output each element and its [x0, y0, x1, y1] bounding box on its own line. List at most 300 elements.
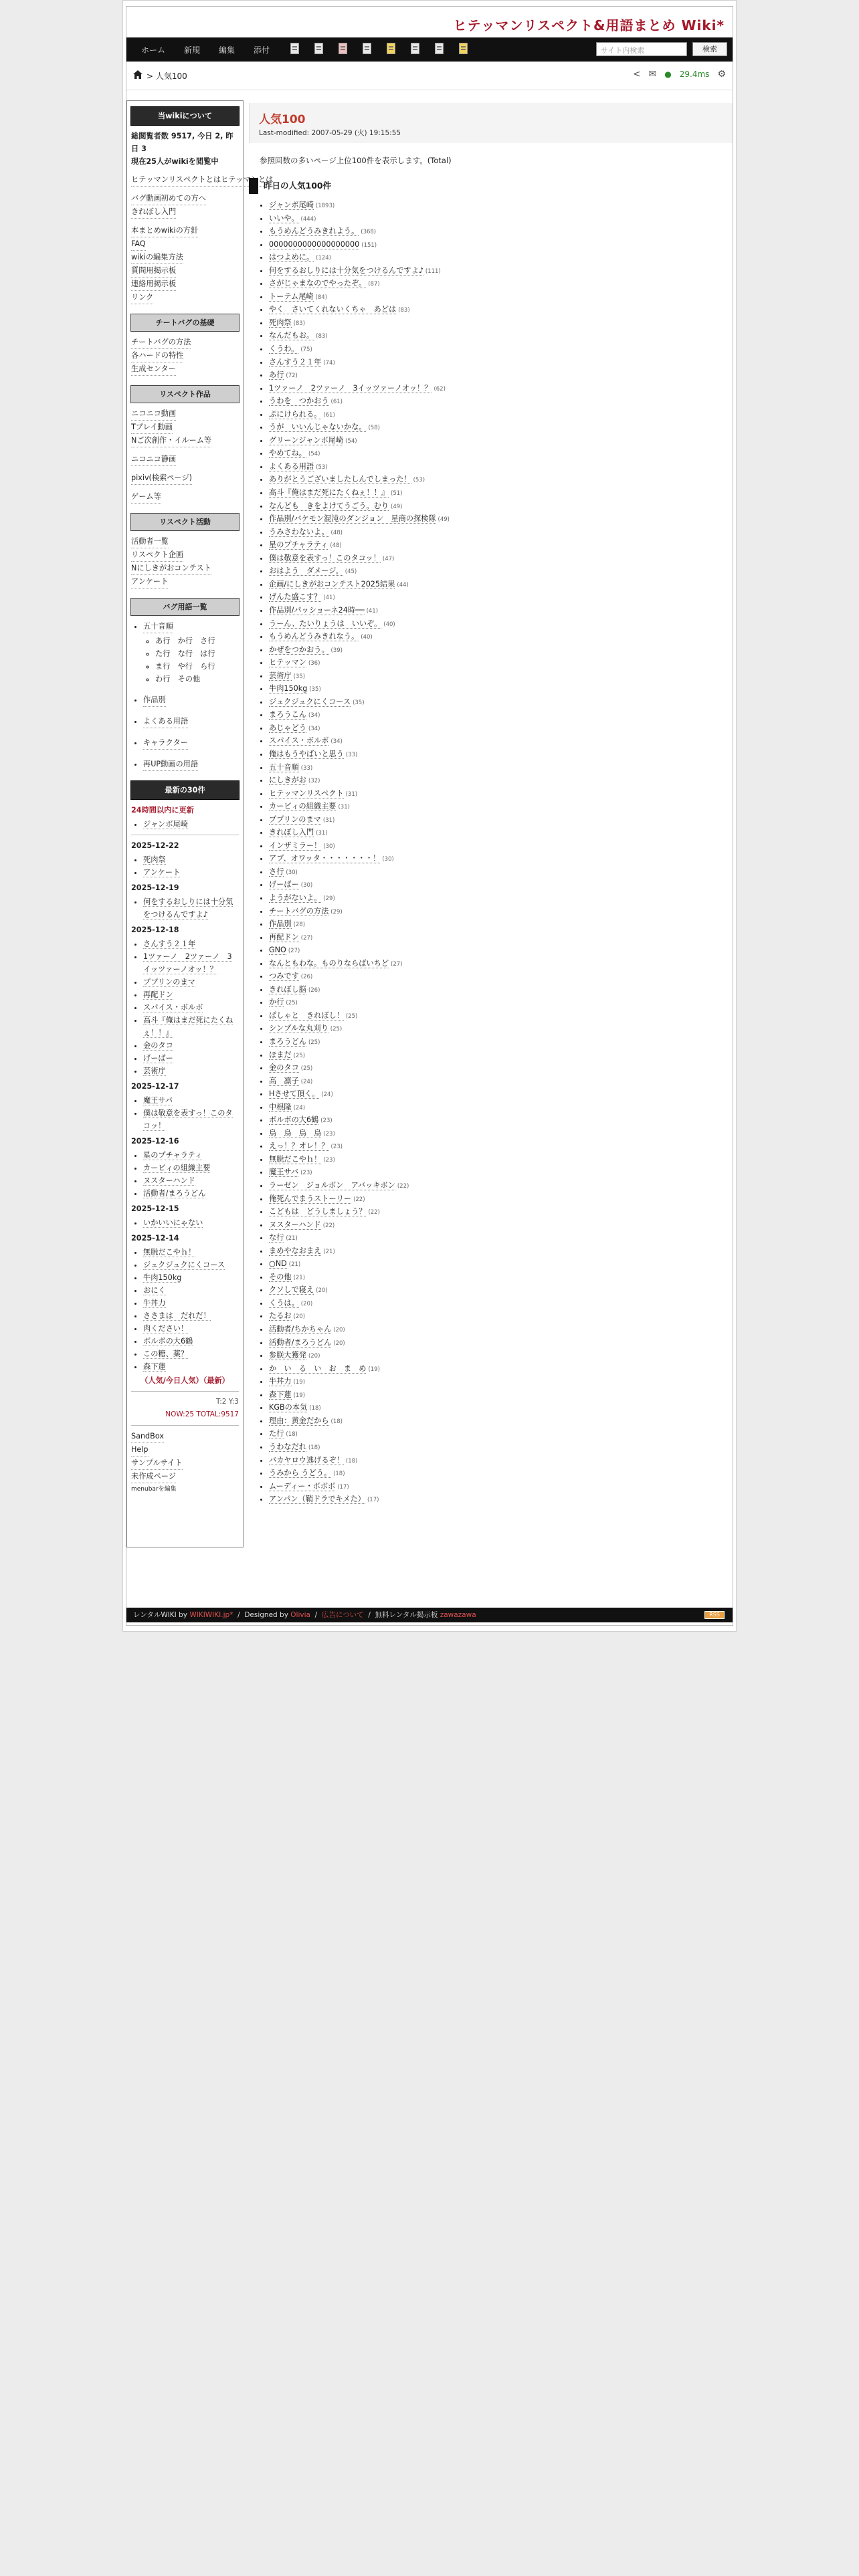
nav-new[interactable]: 新規	[184, 45, 201, 55]
divider	[131, 1425, 239, 1426]
ranking-link[interactable]: 魔王サバ	[269, 1168, 299, 1177]
ranking-item	[269, 879, 733, 892]
ranking-item	[269, 304, 733, 317]
ranking-link[interactable]: 無脱だこやｈ！	[269, 1154, 322, 1164]
ranking-link[interactable]: KGBの本気	[269, 1403, 308, 1412]
ranking-item	[269, 670, 733, 683]
footer-link-designer[interactable]: Olivia	[290, 1611, 310, 1619]
ranking-link[interactable]: おはよう ダメージ。	[269, 566, 343, 576]
page-frame	[122, 0, 737, 1632]
sidebar-link-activists[interactable]: 活動者一覧	[131, 535, 169, 548]
sidebar-link-projects[interactable]: リスペクト企画	[131, 548, 183, 562]
ranking-link[interactable]: もうめんどうみきれなう。	[269, 632, 359, 641]
ranking-link[interactable]: ヒテッマン	[269, 658, 306, 667]
ranking-link[interactable]: その他	[269, 1272, 292, 1281]
ranking-count: (83)	[398, 307, 410, 314]
recent-link[interactable]: いかいいにゃない	[143, 1218, 203, 1227]
sidebar-link-hardware[interactable]: 各ハードの特性	[131, 349, 183, 362]
recent-link[interactable]: この糖、薬？	[143, 1350, 189, 1358]
recent-item	[143, 1348, 239, 1360]
recent-item	[143, 1309, 239, 1322]
mail-icon[interactable]: ✉	[648, 69, 657, 80]
ranking-link[interactable]: ○ND	[269, 1259, 287, 1269]
ranking-count: (23)	[300, 1170, 312, 1177]
ranking-link[interactable]: アンパン（鞘ドラでキメた）	[269, 1495, 365, 1504]
sidebar-link-pixiv[interactable]: pixiv(検索ページ)	[131, 471, 192, 485]
ranking-link[interactable]: 企画/にしきがおコンテスト2025結果	[269, 579, 395, 588]
ranking-link[interactable]: にしきがお	[269, 776, 306, 785]
recent-date: 2025-12-22	[131, 841, 179, 850]
ranking-item	[269, 1493, 733, 1507]
sidebar-link-generator[interactable]: 生成センター	[131, 362, 176, 376]
ranking-link[interactable]: やめてね。	[269, 449, 306, 458]
ranking-link[interactable]: 森下蓮	[269, 1390, 292, 1399]
ranking-count: (41)	[366, 607, 379, 615]
ranking-item	[269, 1363, 733, 1376]
ranking-item	[269, 1402, 733, 1415]
ranking-link[interactable]: さんすう２１年	[269, 357, 322, 366]
recent-link[interactable]: さんすう２１年	[143, 940, 196, 948]
ranking-count: (27)	[391, 960, 403, 968]
recent-link[interactable]: 再配ドン	[143, 990, 173, 999]
ranking-link[interactable]: うみさわないよ。	[269, 527, 329, 536]
ranking-item	[269, 762, 733, 775]
ranking-link[interactable]: 作品別/パッショーネ24時──	[269, 605, 365, 615]
sidebar-link-uncreated[interactable]: 未作成ページ	[131, 1470, 176, 1483]
glossary-list	[131, 620, 239, 771]
ranking-link[interactable]: ぷにけられる。	[269, 409, 322, 419]
ranking-item	[269, 1140, 733, 1154]
ranking-count: (18)	[345, 1457, 358, 1465]
ranking-item	[269, 1166, 733, 1180]
ranking-item	[269, 565, 733, 578]
ranking-item	[269, 605, 733, 618]
ranking-count: (20)	[293, 1313, 306, 1321]
recent-date: 2025-12-16	[131, 1137, 179, 1146]
ranking-item	[269, 1467, 733, 1481]
ranking-link[interactable]: アブ、オワッタ・・・・・・・！	[269, 854, 381, 863]
recent-item	[143, 1284, 239, 1297]
glossary-by-work[interactable]: • 作品別	[143, 693, 166, 707]
list-icon[interactable]	[363, 43, 371, 54]
recent-link[interactable]: 僕は敬意を表すっ！このタコッ！	[143, 1109, 233, 1130]
recent-link[interactable]: げーぱー	[143, 1054, 173, 1063]
recent-item	[143, 1246, 239, 1259]
recent-list	[131, 938, 239, 1077]
ranking-link[interactable]: ほまだ	[269, 1050, 292, 1059]
ranking-link[interactable]: バカヤロウ逃げるぞ！	[269, 1455, 344, 1465]
ranking-link[interactable]: 高斗『俺はまだ死にたくねぇ！！』	[269, 488, 389, 498]
sidebar-link-sample[interactable]: サンプルサイト	[131, 1457, 183, 1470]
sidebar-link-games[interactable]: ゲーム等	[131, 490, 161, 504]
ranking-link[interactable]: 牛丼力	[269, 1377, 292, 1386]
footer-designed: Designed by	[244, 1611, 288, 1619]
list-item[interactable]: ◦ あ行 か行 さ行	[155, 635, 239, 647]
recent-link[interactable]: ジュクジュクにくコース	[143, 1261, 225, 1269]
recent-icon[interactable]	[435, 43, 444, 54]
ranking-count: (23)	[323, 1156, 335, 1164]
ranking-item	[269, 1376, 733, 1389]
ranking-item	[269, 840, 733, 853]
search-page-icon[interactable]	[411, 43, 419, 54]
ranking-link[interactable]: うみから うどう。	[269, 1469, 332, 1478]
ranking-link[interactable]: な行	[269, 1233, 284, 1243]
ranking-count: (30)	[300, 882, 313, 889]
sidebar-link-sandbox[interactable]: SandBox	[131, 1430, 164, 1443]
ranking-link[interactable]: 1ツァーノ 2ツァーノ 3イッツァーノオッ！？	[269, 383, 432, 393]
ranking-link[interactable]: ジュクジュクにくコース	[269, 697, 351, 706]
glossary-characters[interactable]: • キャラクター	[143, 736, 188, 750]
ranking-count: (26)	[300, 974, 313, 981]
ranking-link[interactable]: くうは。	[269, 1298, 299, 1307]
sidebar-link-beginners[interactable]: バグ動画初めての方へ	[131, 192, 206, 205]
ranking-link[interactable]: 金のタコ	[269, 1063, 299, 1073]
recent-link[interactable]: ささまは だれだ！	[143, 1311, 211, 1320]
recent-item	[143, 1297, 239, 1309]
sidebar-link-question-board[interactable]: 質問用掲示板	[131, 264, 176, 278]
ranking-link[interactable]: 何をするおしりには十分気をつけるんですよ♪	[269, 265, 423, 275]
ranking-link[interactable]: 五十音順	[269, 762, 299, 772]
recent-list	[131, 853, 239, 879]
list-item	[143, 736, 239, 750]
sidebar-link-niconico-seiga[interactable]: ニコニコ静画	[131, 453, 176, 466]
ranking-link[interactable]: ジャンボ尾崎	[269, 201, 314, 209]
ranking-link[interactable]: いいや。	[269, 213, 299, 223]
footer-link-zawazawa[interactable]: zawazawa	[440, 1611, 476, 1619]
ranking-link[interactable]: まろうどん	[269, 1037, 306, 1046]
ranking-link[interactable]: ムーディー・ボボボ	[269, 1481, 336, 1491]
ranking-link[interactable]: か い る い お ま め	[269, 1364, 367, 1373]
ranking-item	[269, 291, 733, 304]
ranking-link[interactable]: チートバグの方法	[269, 906, 329, 916]
ranking-count: (18)	[308, 1444, 320, 1451]
recent-item	[143, 1094, 239, 1107]
ranking-item	[269, 1389, 733, 1402]
ranking-link[interactable]: ヌスターハンド	[269, 1220, 321, 1229]
ranking-item	[269, 1180, 733, 1193]
ranking-count: (27)	[300, 934, 313, 942]
ranking-link[interactable]: ボルボの大6鶴	[269, 1115, 319, 1125]
ranking-link[interactable]: 高 凛子	[269, 1076, 299, 1085]
ranking-link[interactable]: あじゃどう	[269, 723, 306, 732]
ranking-count: (58)	[368, 425, 380, 432]
sidebar-link-contact-board[interactable]: 連絡用掲示板	[131, 278, 176, 291]
ranking-link[interactable]: 作品別/バケモン混沌のダンジョン 星商の探検隊	[269, 514, 436, 524]
footer-link-ads[interactable]: 広告について	[321, 1611, 364, 1619]
sidebar-link-faq[interactable]: FAQ	[131, 237, 146, 251]
list-item	[143, 758, 239, 771]
recent-link[interactable]: 金のタコ	[143, 1041, 173, 1050]
ranking-item	[269, 958, 733, 971]
sidebar-link-kireboshi[interactable]: きれぼし入門	[131, 205, 176, 219]
ranking-count: (34)	[308, 725, 320, 732]
recent-link[interactable]: 肉ください！	[143, 1324, 189, 1333]
ranking-link[interactable]: きれぼし入門	[269, 828, 314, 837]
recent-link[interactable]: 高斗『俺はまだ死にたくねぇ！！』	[143, 1016, 233, 1037]
ranking-link[interactable]: はつよめに。	[269, 253, 314, 262]
recent-link[interactable]: ププリンのまマ	[143, 978, 195, 986]
ranking-count: (18)	[330, 1418, 343, 1425]
ranking-link[interactable]: 活動者/まろうどん	[269, 1337, 332, 1347]
recent-link[interactable]: おにく	[143, 1286, 166, 1295]
recent-link[interactable]: 無脱だこやｈ！	[143, 1248, 196, 1257]
glossary-reup[interactable]: • 再UP動画の用語	[143, 758, 198, 771]
ranking-count: (83)	[293, 320, 306, 327]
sidebar-link-nicovideo[interactable]: ニコニコ動画	[131, 407, 176, 421]
ranking-link[interactable]: げんた盛こす？	[269, 593, 322, 602]
sidebar-link-tplay[interactable]: Tプレイ動画	[131, 421, 173, 434]
ranking-link[interactable]: うが いいんじゃないかな。	[269, 423, 367, 432]
ranking-item	[269, 892, 733, 905]
page-description: 参照回数の多いページ上位100件を表示します。(Total)	[260, 156, 452, 165]
ranking-link[interactable]: カービィの組織主要	[269, 802, 337, 811]
ranking-link[interactable]: もうめんどうみきれよう。	[269, 227, 359, 236]
ranking-item	[269, 213, 733, 226]
ranking-item	[269, 814, 733, 827]
recent-link[interactable]: 牛丼力	[143, 1299, 166, 1307]
ranking-item	[269, 1101, 733, 1115]
ranking-link[interactable]: 再配ドン	[269, 932, 299, 942]
recent-link[interactable]: カービィの組織主要	[143, 1164, 211, 1172]
recent-link[interactable]: 活動者/まろうどん	[143, 1189, 206, 1198]
ranking-item	[269, 788, 733, 801]
recent-link[interactable]: ヌスターハンド	[143, 1176, 195, 1185]
ranking-link[interactable]: クソしで寝え	[269, 1285, 314, 1295]
recent-item	[143, 1065, 239, 1077]
share-icon[interactable]: <	[632, 69, 641, 80]
nav-home[interactable]: ホーム	[141, 45, 166, 55]
recent-link[interactable]: 1ツァーノ 2ツァーノ 3イッツァーノオッ！？	[143, 952, 232, 974]
ranking-item	[269, 1088, 733, 1101]
ranking-link[interactable]: 作品別	[269, 920, 292, 929]
ranking-link[interactable]: か行	[269, 998, 284, 1007]
tag-icon[interactable]	[290, 43, 299, 54]
recent-link[interactable]: 死肉祭	[143, 855, 166, 864]
ranking-link[interactable]: 中根隆	[269, 1102, 292, 1111]
ranking-link[interactable]: ありがとうございましたしんでしまった！	[269, 475, 411, 484]
ranking-link[interactable]: た行	[269, 1429, 284, 1438]
diff-icon[interactable]	[339, 43, 347, 54]
recent-link[interactable]: 星のプチャラティ	[143, 1151, 203, 1160]
ranking-link[interactable]: かぜをつかおう。	[269, 645, 329, 654]
recent-item	[143, 1174, 239, 1187]
ranking-link[interactable]: まめやなおまえ	[269, 1246, 322, 1255]
list-item	[143, 715, 239, 728]
ranking-link[interactable]: なんともわな。ものりならばいちど	[269, 958, 389, 968]
nav-edit[interactable]: 編集	[219, 45, 235, 55]
ranking-link[interactable]: きれぼし脳	[269, 984, 306, 994]
sidebar-link-cheat-method[interactable]: チートバグの方法	[131, 336, 191, 349]
ranking-count: (30)	[323, 843, 335, 850]
gear-icon[interactable]: ⚙	[717, 69, 726, 80]
ranking-item	[269, 996, 733, 1010]
ranking-link[interactable]: げーぱー	[269, 880, 299, 889]
ranking-link[interactable]: 死肉祭	[269, 318, 292, 327]
glossary-gojuon[interactable]: • 五十音順	[143, 620, 173, 633]
ranking-link[interactable]: たるお	[269, 1311, 292, 1321]
recent-item	[143, 1322, 239, 1335]
ranking-link[interactable]: シンプルな丸刈り	[269, 1024, 328, 1033]
nav-attach[interactable]: 添付	[254, 45, 270, 55]
recent-item	[143, 1107, 239, 1132]
ranking-link[interactable]: まろうこん	[269, 710, 306, 720]
ranking-link[interactable]: スパイス・ボルボ	[269, 736, 329, 746]
ranking-item	[269, 409, 733, 422]
ranking-count: (61)	[330, 399, 343, 406]
ranking-item	[269, 1049, 733, 1063]
ranking-item	[269, 709, 733, 722]
sidebar-link-howto-edit[interactable]: wikiの編集方法	[131, 251, 183, 264]
ranking-link[interactable]: 牛肉150kg	[269, 684, 308, 693]
ranking-link[interactable]: トーテム尾崎	[269, 292, 314, 301]
ranking-item	[269, 1258, 733, 1271]
ranking-item	[269, 853, 733, 866]
ranking-item	[269, 1337, 733, 1350]
footer-link-wikiwiki[interactable]: WIKIWIKI.jp*	[189, 1611, 233, 1619]
recent-item	[143, 1001, 239, 1014]
ranking-link[interactable]: ぱしゃと きれぼし！	[269, 1010, 344, 1020]
ranking-link[interactable]: 鳥 鳥 鳥 鳥	[269, 1128, 322, 1138]
ranking-link[interactable]: グリーンジャンボ尾崎	[269, 435, 344, 445]
ranking-item	[269, 1010, 733, 1023]
render-time: 29.4ms	[679, 70, 710, 79]
sidebar-link-contest[interactable]: Nにしきがおコンテスト	[131, 562, 211, 575]
ranking-count: (25)	[300, 1065, 313, 1073]
ranking-link[interactable]: なんだもお。	[269, 331, 314, 340]
sidebar-link-links[interactable]: リンク	[131, 291, 153, 304]
footer: レンタルWIKI by WIKIWIKI.jp* / Designed by Olivia / 広告について / 無料レンタル掲示板 zawazawa RSS	[126, 1608, 733, 1622]
recent-date: 2025-12-14	[131, 1234, 179, 1243]
site-title[interactable]: ヒテッマンリスペクト&用語まとめ Wiki*	[453, 17, 725, 33]
list-item[interactable]: ◦ わ行 その他	[155, 673, 239, 685]
recent-footer[interactable]: （人気/今日人気）（最新）	[140, 1376, 229, 1385]
ranking-link[interactable]: くうわ。	[269, 344, 299, 354]
ranking-link[interactable]: あ行	[269, 370, 284, 380]
ranking-link[interactable]: なんども きをよけてうごう。むり	[269, 501, 389, 510]
ranking-link[interactable]: 参朕大獲発	[269, 1351, 306, 1360]
ranking-link[interactable]: よくある用語	[269, 461, 314, 471]
recent-link[interactable]: 牛肉150kg	[143, 1273, 182, 1282]
ranking-link[interactable]: 星のプチャラティ	[269, 540, 328, 550]
ranking-item	[269, 932, 733, 945]
recent-item	[143, 976, 239, 988]
site-banner	[126, 7, 733, 37]
top-navbar	[126, 37, 733, 62]
home-icon[interactable]	[133, 70, 142, 79]
ranking-item	[269, 578, 733, 592]
ranking-item	[269, 1114, 733, 1128]
recent-link[interactable]: ボルボの大6鶴	[143, 1337, 193, 1346]
ranking-link[interactable]: えっ！？オレ！？	[269, 1142, 329, 1151]
ranking-link[interactable]: 僕は敬意を表すっ！このタコッ！	[269, 553, 381, 562]
ranking-link[interactable]: ププリンのまマ	[269, 815, 321, 824]
rss-icon[interactable]: RSS	[704, 1611, 725, 1619]
search-button[interactable]: 検索	[692, 42, 727, 56]
recent-item	[143, 1216, 239, 1229]
page-icon[interactable]	[314, 43, 323, 54]
recent-link[interactable]: スパイス・ボルボ	[143, 1003, 203, 1012]
sidebar-link-survey[interactable]: アンケート	[131, 575, 168, 588]
ranking-item	[269, 657, 733, 670]
ranking-link[interactable]: Hさせて頂く。	[269, 1089, 320, 1099]
ranking-item	[269, 383, 733, 396]
ranking-link[interactable]: インザミラー！	[269, 841, 322, 850]
ranking-link[interactable]: 活動者/ちかちゃん	[269, 1325, 332, 1334]
ranking-link[interactable]: GNO	[269, 946, 286, 955]
ranking-link[interactable]: 俺死んでまうストーリー	[269, 1194, 352, 1203]
ranking-item	[269, 421, 733, 435]
ranking-count: (30)	[382, 856, 394, 863]
ranking-count: (17)	[337, 1483, 349, 1491]
sidebar-link-help[interactable]: Help	[131, 1443, 149, 1457]
sidebar-link-policy[interactable]: 本まとめwikiの方針	[131, 224, 198, 237]
copy-icon[interactable]	[387, 43, 395, 54]
sidebar-cheat-heading: チートバグの基礎	[130, 314, 240, 332]
recent-item	[143, 988, 239, 1001]
ranking-item	[269, 552, 733, 566]
site-search-input[interactable]: サイト内検索	[596, 42, 687, 56]
sidebar-link-derivative[interactable]: Nご次創作・イルーム等	[131, 434, 211, 447]
help-icon[interactable]	[459, 43, 468, 54]
ranking-item	[269, 644, 733, 657]
ranking-link[interactable]: 0000000000000000000	[269, 239, 360, 249]
ranking-link[interactable]: つみです	[269, 972, 299, 981]
recent-changes	[127, 804, 243, 1373]
ranking-count: (49)	[391, 503, 403, 510]
ranking-count: (44)	[397, 581, 409, 588]
ranking-item	[269, 1271, 733, 1285]
page-header	[249, 103, 733, 143]
ranking-link[interactable]: やく さいてくれないくちゃ あどは	[269, 305, 397, 314]
ranking-link[interactable]: ラーゼン ジョルボン アバッキボン	[269, 1181, 395, 1190]
recent-link[interactable]: 森下蓮	[143, 1362, 166, 1371]
recent-item	[143, 1039, 239, 1052]
list-item[interactable]: ◦ た行 な行 は行	[155, 647, 239, 660]
sidebar-about-heading: 当wikiについて	[130, 106, 240, 126]
recent-item	[143, 1335, 239, 1348]
ranking-link[interactable]: 俺はもうやばいと思う	[269, 749, 344, 758]
ranking-link[interactable]: こどもは どうしましょう？	[269, 1207, 367, 1216]
recent-link[interactable]: 何をするおしりには十分気をつけるんですよ♪	[143, 897, 233, 919]
ranking-link[interactable]: うーん、たいりょうは いいぞ。	[269, 619, 382, 628]
recent-link[interactable]: ジャンボ尾崎	[143, 820, 188, 829]
ranking-link[interactable]: 芸術庁	[269, 671, 292, 680]
ranking-link[interactable]: ヒテッマンリスペクト	[269, 788, 344, 798]
recent-link[interactable]: アンケート	[143, 868, 181, 877]
ranking-item	[269, 1245, 733, 1259]
glossary-common[interactable]: • よくある用語	[143, 715, 188, 728]
sidebar-link-about[interactable]: ヒテッマンリスペクトとはヒテッマンとは	[131, 173, 273, 187]
ranking-count: (83)	[316, 333, 328, 340]
ranking-link[interactable]: さがじゃまなのでやったぞ。	[269, 279, 367, 288]
ranking-item	[269, 1284, 733, 1297]
recent-link[interactable]: 魔王サバ	[143, 1096, 173, 1105]
recent-link[interactable]: 芸術庁	[143, 1067, 166, 1075]
ranking-link[interactable]: ようがないよ。	[269, 893, 322, 902]
recent-item	[143, 1271, 239, 1284]
recent-item	[143, 938, 239, 950]
list-item[interactable]: ◦ ま行 や行 ら行	[155, 660, 239, 673]
ranking-link[interactable]: 理由：黄金だから	[269, 1416, 329, 1425]
recent-list	[131, 1246, 239, 1373]
edit-menubar-link[interactable]: menubarを編集	[131, 1486, 177, 1493]
ranking-item	[269, 330, 733, 343]
ranking-link[interactable]: うわなだれ	[269, 1442, 306, 1451]
recent-item	[143, 1014, 239, 1039]
ranking-link[interactable]: さ行	[269, 867, 284, 876]
ranking-item	[269, 696, 733, 710]
ranking-link[interactable]: うわを つかおう	[269, 397, 329, 406]
